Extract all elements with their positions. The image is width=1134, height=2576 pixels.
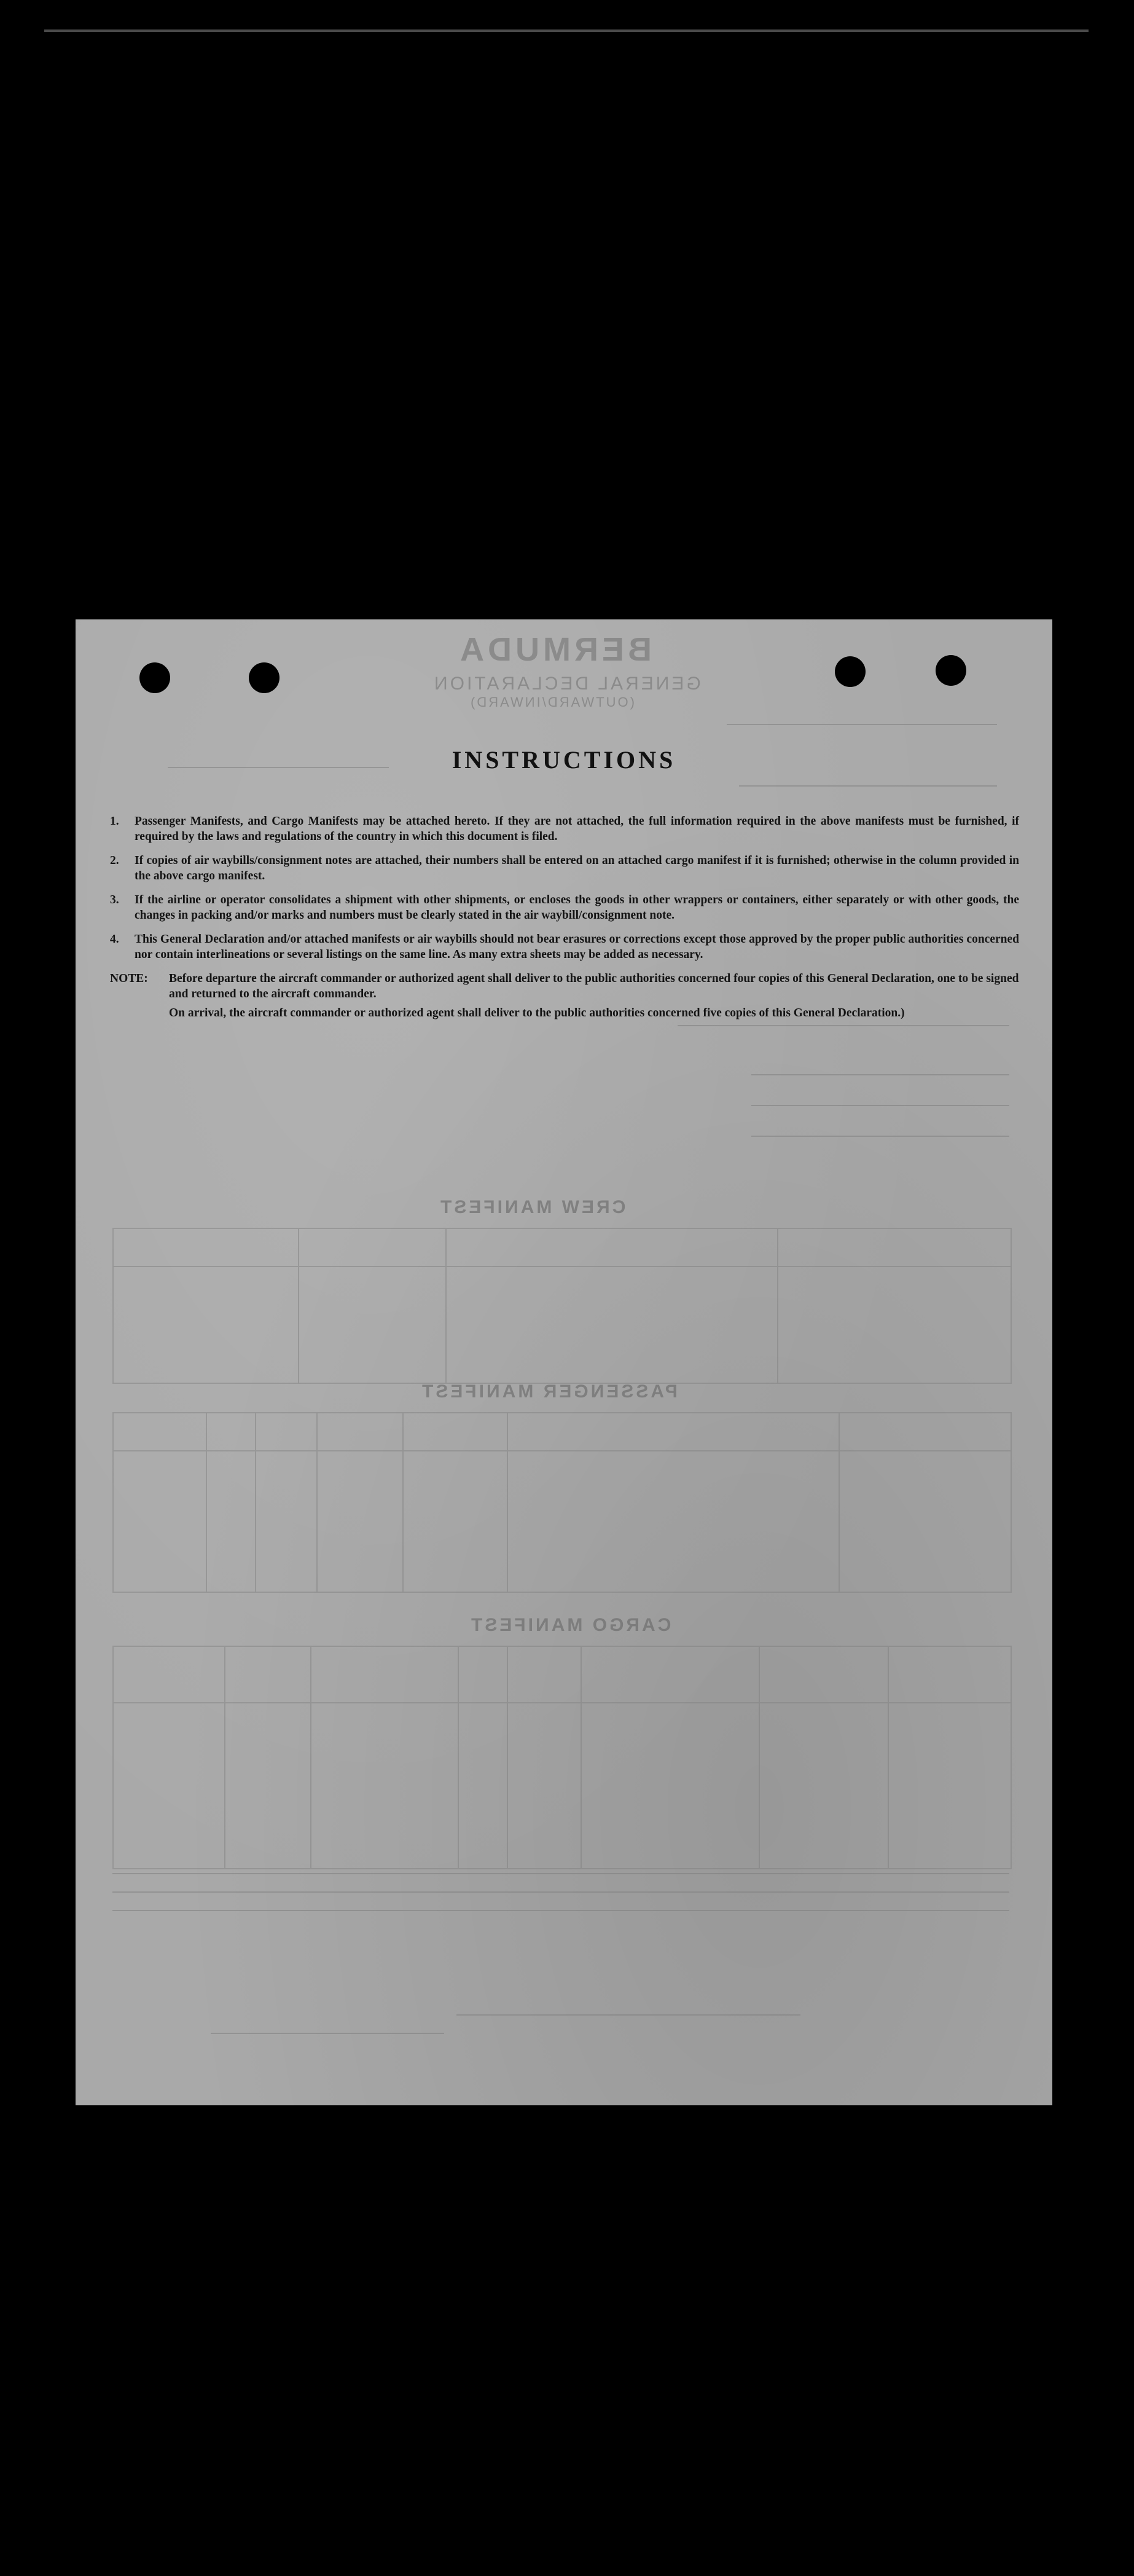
punch-hole-3 xyxy=(835,656,866,687)
bleed-through-heading: BERMUDA xyxy=(456,631,652,668)
instruction-text: This General Declaration and/or attached manifests or air waybills should not bear erasures or corrections except those approved by the proper public authorities concerned nor contain interlineations or several listings on the same line. As many extra sheets may be added as necessary. xyxy=(135,933,1019,961)
punch-hole-1 xyxy=(139,662,170,693)
bleed-line xyxy=(751,1074,1009,1075)
bleed-line xyxy=(112,1891,1009,1893)
instruction-item xyxy=(110,932,1019,962)
instruction-item xyxy=(110,892,1019,923)
bleed-line xyxy=(751,1136,1009,1137)
instruction-item xyxy=(110,814,1019,844)
bleed-line xyxy=(678,1025,1009,1026)
scan-top-edge xyxy=(44,29,1089,32)
note-item xyxy=(110,971,1019,1002)
bleed-cargo-manifest: CARGO MANIFEST xyxy=(469,1615,671,1635)
note-text: Before departure the aircraft commander or authorized agent shall deliver to the public authorities concerned four copies of this General Declaration, one to be signed and returned to the aircraft commander. xyxy=(169,972,1019,1000)
bleed-through-subheading: GENERAL DECLARATION xyxy=(432,673,701,694)
bleed-line xyxy=(112,1873,1009,1874)
bleed-line xyxy=(727,724,997,725)
bleed-cargo-table xyxy=(112,1646,1012,1869)
bleed-through-subheading-2: (OUTWARD/INWARD) xyxy=(469,694,635,710)
note-continuation: On arrival, the aircraft commander or authorized agent shall deliver to the public authorities concerned five copies of this General Declaration.) xyxy=(169,1007,905,1019)
bleed-line xyxy=(739,785,997,787)
instruction-text: If the airline or operator consolidates a shipment with other shipments, or encloses the goods in other wrappers or containers, either separately or with other goods, the changes in packing and/or marks and numbers must be clearly stated in the air waybill/consignment note. xyxy=(135,893,1019,922)
note-label: NOTE: xyxy=(110,972,148,985)
punch-hole-2 xyxy=(249,662,280,693)
instruction-number: 2. xyxy=(110,854,119,867)
instruction-item xyxy=(110,853,1019,884)
bleed-passenger-manifest: PASSENGER MANIFEST xyxy=(420,1381,678,1402)
bleed-signature-line xyxy=(211,2033,444,2034)
instruction-number: 4. xyxy=(110,933,119,946)
bleed-line xyxy=(112,1910,1009,1911)
instruction-number: 3. xyxy=(110,893,119,906)
bleed-line xyxy=(751,1105,1009,1106)
bleed-passenger-table xyxy=(112,1412,1012,1593)
instructions-list xyxy=(110,814,1019,1021)
punch-hole-4 xyxy=(936,655,966,686)
instruction-text: Passenger Manifests, and Cargo Manifests may be attached hereto. If they are not attached, the full information required in the above manifests must be furnished, if required by the laws and regulations of the country in which this document is filed. xyxy=(135,815,1019,843)
document-page xyxy=(76,619,1052,2105)
bleed-crew-manifest: CREW MANIFEST xyxy=(438,1197,626,1217)
bleed-crew-table xyxy=(112,1228,1012,1384)
instruction-text: If copies of air waybills/consignment notes are attached, their numbers shall be entered on an attached cargo manifest if it is furnished; otherwise in the column provided in the above cargo manifest. xyxy=(135,854,1019,882)
bleed-signature-line xyxy=(456,2014,800,2016)
instruction-number: 1. xyxy=(110,815,119,828)
instructions-title: INSTRUCTIONS xyxy=(452,746,676,774)
